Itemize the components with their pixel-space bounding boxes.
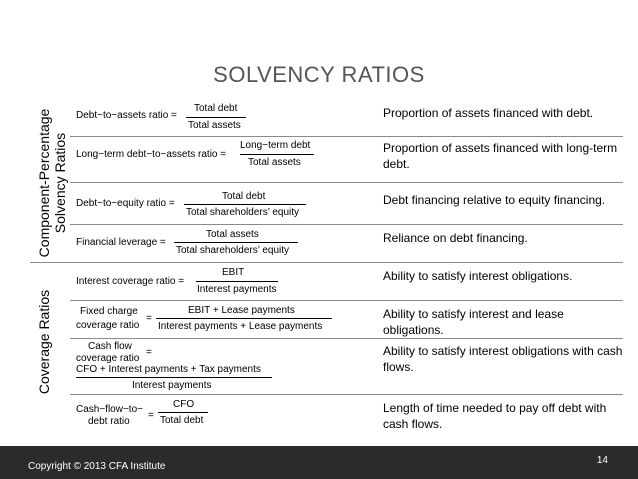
fraction-bar xyxy=(76,377,272,378)
formula-numerator: EBIT xyxy=(222,267,245,278)
formula-label-line1: Cash−flow−to− xyxy=(76,404,143,415)
fraction-bar xyxy=(186,117,246,118)
formula-label-line2: debt ratio xyxy=(88,416,130,427)
formula-label: Financial leverage = xyxy=(76,237,166,248)
formula-numerator: CFO + Interest payments + Tax payments xyxy=(76,364,261,375)
formula-label-line1: Fixed charge xyxy=(80,306,138,317)
ratio-description: Ability to satisfy interest and lease obligations. xyxy=(383,307,564,337)
copyright-text: Copyright © 2013 CFA Institute xyxy=(28,461,166,472)
fraction-bar xyxy=(240,154,314,155)
ratio-description: Reliance on debt financing. xyxy=(383,231,528,245)
fraction-bar xyxy=(196,281,278,282)
formula-denominator: Total shareholders’ equity xyxy=(186,207,300,218)
row-divider xyxy=(70,224,623,225)
formula-numerator: CFO xyxy=(173,399,195,410)
slide-title: SOLVENCY RATIOS xyxy=(213,62,425,87)
formula-label-line1: Cash flow xyxy=(88,341,132,352)
fraction-bar xyxy=(174,242,298,243)
row-divider xyxy=(70,136,623,137)
formula-denominator: Total assets xyxy=(248,157,301,168)
group-label-component-line2: Solvency Ratios xyxy=(52,132,68,234)
group-label-component-line1: Component-Percentage xyxy=(36,108,52,258)
group-divider xyxy=(30,262,623,263)
formula-label-line2: coverage ratio xyxy=(76,353,140,364)
ratio-description: Proportion of assets financed with long-term debt. xyxy=(383,141,618,171)
ratio-description: Ability to satisfy interest obligations with cash flows. xyxy=(383,344,623,374)
fraction-bar xyxy=(156,318,332,319)
group-label-coverage xyxy=(36,282,52,402)
fraction-bar xyxy=(158,412,208,413)
formula-denominator: Total shareholders’ equity xyxy=(176,245,290,256)
ratio-description: Debt financing relative to equity financing. xyxy=(383,193,606,207)
formula-denominator: Total debt xyxy=(160,415,204,426)
formula-label-line2: coverage ratio xyxy=(76,320,140,331)
formula-denominator: Interest payments xyxy=(197,284,277,295)
ratio-description: Ability to satisfy interest obligations. xyxy=(383,269,573,283)
group-label-coverage-line1: Coverage Ratios xyxy=(36,289,52,395)
row-divider xyxy=(70,300,623,301)
fraction-bar xyxy=(184,204,306,205)
formula-denominator: Total assets xyxy=(188,120,241,131)
page-number: 14 xyxy=(596,455,608,466)
formula-label: Long−term debt−to−assets ratio = xyxy=(76,149,227,160)
ratio-description: Proportion of assets financed with debt. xyxy=(383,106,594,120)
formula-numerator: Total debt xyxy=(194,103,238,114)
group-label-component xyxy=(36,104,68,262)
formula-denominator: Interest payments xyxy=(132,380,212,391)
formula-denominator: Interest payments + Lease payments xyxy=(158,321,323,332)
formula-numerator: Long−term debt xyxy=(240,140,311,151)
formula-numerator: Total debt xyxy=(222,191,266,202)
formula-equals: = xyxy=(146,313,152,324)
row-divider xyxy=(70,338,623,339)
formula-label: Debt−to−equity ratio = xyxy=(76,198,175,209)
formula-equals: = xyxy=(146,347,152,358)
formula-numerator: Total assets xyxy=(206,229,259,240)
formula-label: Interest coverage ratio = xyxy=(76,276,185,287)
formula-label: Debt−to−assets ratio = xyxy=(76,110,177,121)
row-divider xyxy=(70,182,623,183)
row-divider xyxy=(70,394,623,395)
ratio-description: Length of time needed to pay off debt with cash flows. xyxy=(383,401,607,431)
formula-numerator: EBIT + Lease payments xyxy=(188,305,295,316)
formula-equals: = xyxy=(148,410,154,421)
